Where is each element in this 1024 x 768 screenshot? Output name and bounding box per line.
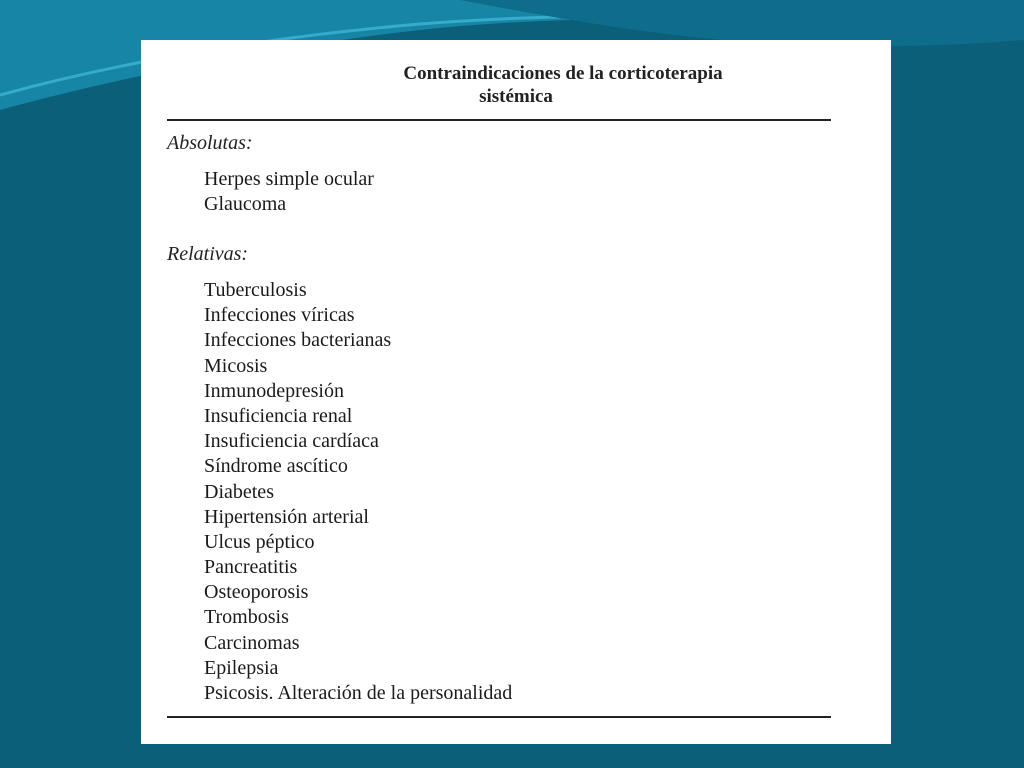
list-item: Infecciones víricas — [204, 304, 355, 327]
document-page — [141, 40, 891, 744]
list-item: Insuficiencia cardíaca — [204, 430, 379, 453]
document-title-line2: sistémica — [479, 86, 553, 107]
list-relativas — [204, 278, 512, 706]
section-heading-relativas: Relativas: — [167, 243, 249, 265]
list-item: Epilepsia — [204, 656, 279, 679]
list-item: Ulcus péptico — [204, 530, 315, 553]
document-title-line1: Contraindicaciones de la corticoterapia — [403, 63, 723, 84]
list-item: Tuberculosis — [204, 279, 307, 301]
list-item: Pancreatitis — [204, 556, 298, 579]
list-item: Insuficiencia renal — [204, 404, 353, 427]
list-item: Carcinomas — [204, 631, 300, 654]
list-item: Trombosis — [204, 606, 289, 629]
list-item: Herpes simple ocular — [204, 168, 374, 190]
list-item: Glaucoma — [204, 193, 287, 216]
list-item: Infecciones bacterianas — [204, 329, 392, 352]
section-heading-absolutas: Absolutas: — [167, 132, 253, 154]
list-item: Psicosis. Alteración de la personalidad — [204, 682, 513, 704]
document-title — [141, 62, 891, 108]
list-item: Inmunodepresión — [204, 379, 344, 402]
list-item: Síndrome ascítico — [204, 455, 348, 478]
bottom-divider — [167, 716, 831, 718]
list-item: Diabetes — [204, 480, 274, 503]
list-item: Osteoporosis — [204, 581, 309, 604]
top-divider — [167, 119, 831, 121]
list-item: Hipertensión arterial — [204, 505, 369, 528]
list-item: Micosis — [204, 354, 268, 377]
list-absolutas — [204, 167, 374, 217]
